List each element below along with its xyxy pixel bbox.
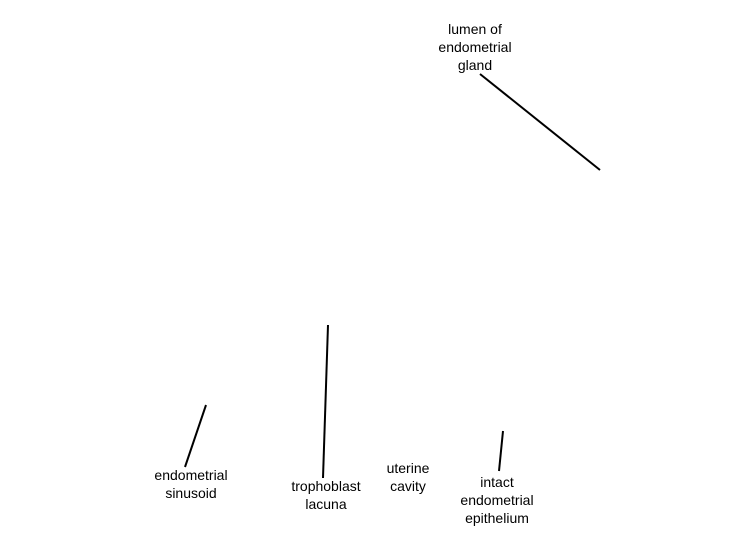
- leader-line-lumen: [480, 74, 600, 170]
- leader-line-lacuna: [323, 325, 328, 478]
- leader-line-sinusoid: [185, 405, 206, 467]
- label-lumen-of-endometrial-gland: lumen of endometrial gland: [438, 21, 512, 73]
- label-intact-endometrial-epithelium: intact endometrial epithelium: [460, 474, 534, 526]
- label-endometrial-sinusoid: endometrial sinusoid: [154, 467, 228, 501]
- leader-line-epithelium: [499, 431, 503, 471]
- label-trophoblast-lacuna: trophoblast lacuna: [291, 478, 361, 512]
- label-uterine-cavity: uterine cavity: [386, 460, 430, 494]
